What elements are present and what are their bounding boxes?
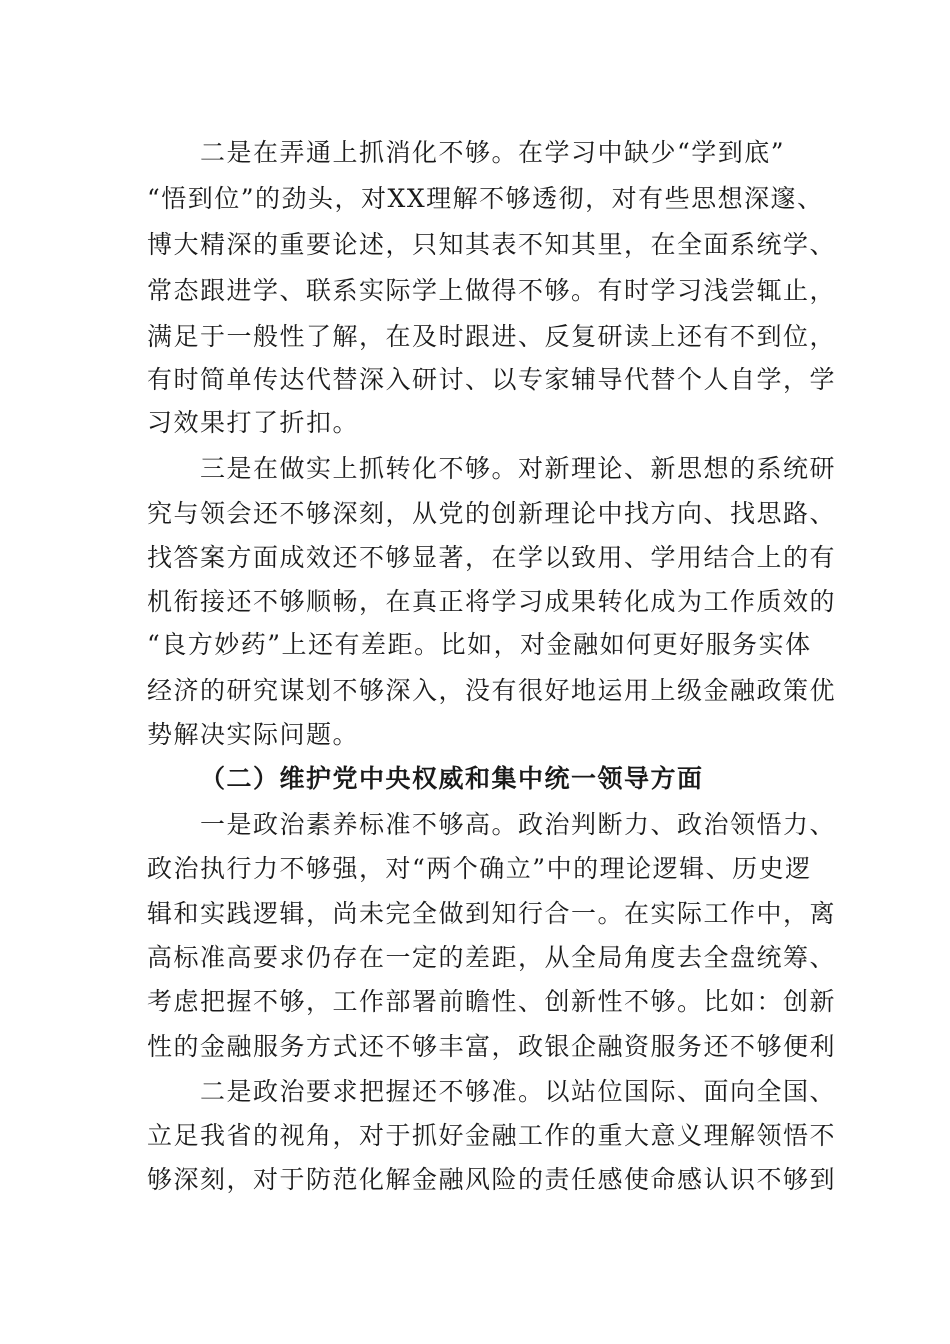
paragraph-line: 二是政治要求把握还不够准。以站位国际、面向全国、 bbox=[200, 1077, 837, 1106]
paragraph-line: 够深刻，对于防范化解金融风险的责任感使命感认识不够到 bbox=[147, 1165, 837, 1194]
paragraph-line: 找答案方面成效还不够显著，在学以致用、学用结合上的有 bbox=[147, 543, 837, 572]
paragraph-line: 习效果打了折扣。 bbox=[147, 408, 360, 437]
paragraph-line: 究与领会还不够深刻，从党的创新理论中找方向、找思路、 bbox=[147, 499, 837, 528]
paragraph-line: 满足于一般性了解，在及时跟进、反复研读上还有不到位， bbox=[147, 322, 837, 351]
paragraph-line: “悟到位”的劲头，对XX理解不够透彻，对有些思想深邃、 bbox=[147, 184, 824, 213]
paragraph-line: 辑和实践逻辑，尚未完全做到知行合一。在实际工作中，离 bbox=[147, 899, 837, 928]
paragraph-line: 博大精深的重要论述，只知其表不知其里，在全面系统学、 bbox=[147, 230, 837, 259]
paragraph-line: 经济的研究谋划不够深入，没有很好地运用上级金融政策优 bbox=[147, 676, 837, 705]
paragraph-line: 高标准高要求仍存在一定的差距，从全局角度去全盘统筹、 bbox=[147, 943, 837, 972]
paragraph-line: 有时简单传达代替深入研讨、以专家辅导代替个人自学，学 bbox=[147, 365, 837, 394]
paragraph-line: 机衔接还不够顺畅，在真正将学习成果转化成为工作质效的 bbox=[147, 587, 837, 616]
paragraph-line: 立足我省的视角，对于抓好金融工作的重大意义理解领悟不 bbox=[147, 1121, 837, 1150]
section-heading: （二）维护党中央权威和集中统一领导方面 bbox=[200, 764, 704, 793]
paragraph-line: 政治执行力不够强，对“两个确立”中的理论逻辑、历史逻 bbox=[147, 854, 812, 883]
paragraph-line: 一是政治素养标准不够高。政治判断力、政治领悟力、 bbox=[200, 810, 837, 839]
paragraph-line: 势解决实际问题。 bbox=[147, 720, 360, 749]
paragraph-line: 三是在做实上抓转化不够。对新理论、新思想的系统研 bbox=[200, 454, 837, 483]
paragraph-line: 考虑把握不够，工作部署前瞻性、创新性不够。比如：创新 bbox=[147, 987, 837, 1016]
paragraph-line: 二是在弄通上抓消化不够。在学习中缺少“学到底” bbox=[200, 138, 786, 167]
paragraph-line: “良方妙药”上还有差距。比如，对金融如何更好服务实体 bbox=[147, 630, 812, 659]
paragraph-line: 性的金融服务方式还不够丰富，政银企融资服务还不够便利 bbox=[147, 1032, 837, 1061]
paragraph-line: 常态跟进学、联系实际学上做得不够。有时学习浅尝辄止， bbox=[147, 276, 837, 305]
